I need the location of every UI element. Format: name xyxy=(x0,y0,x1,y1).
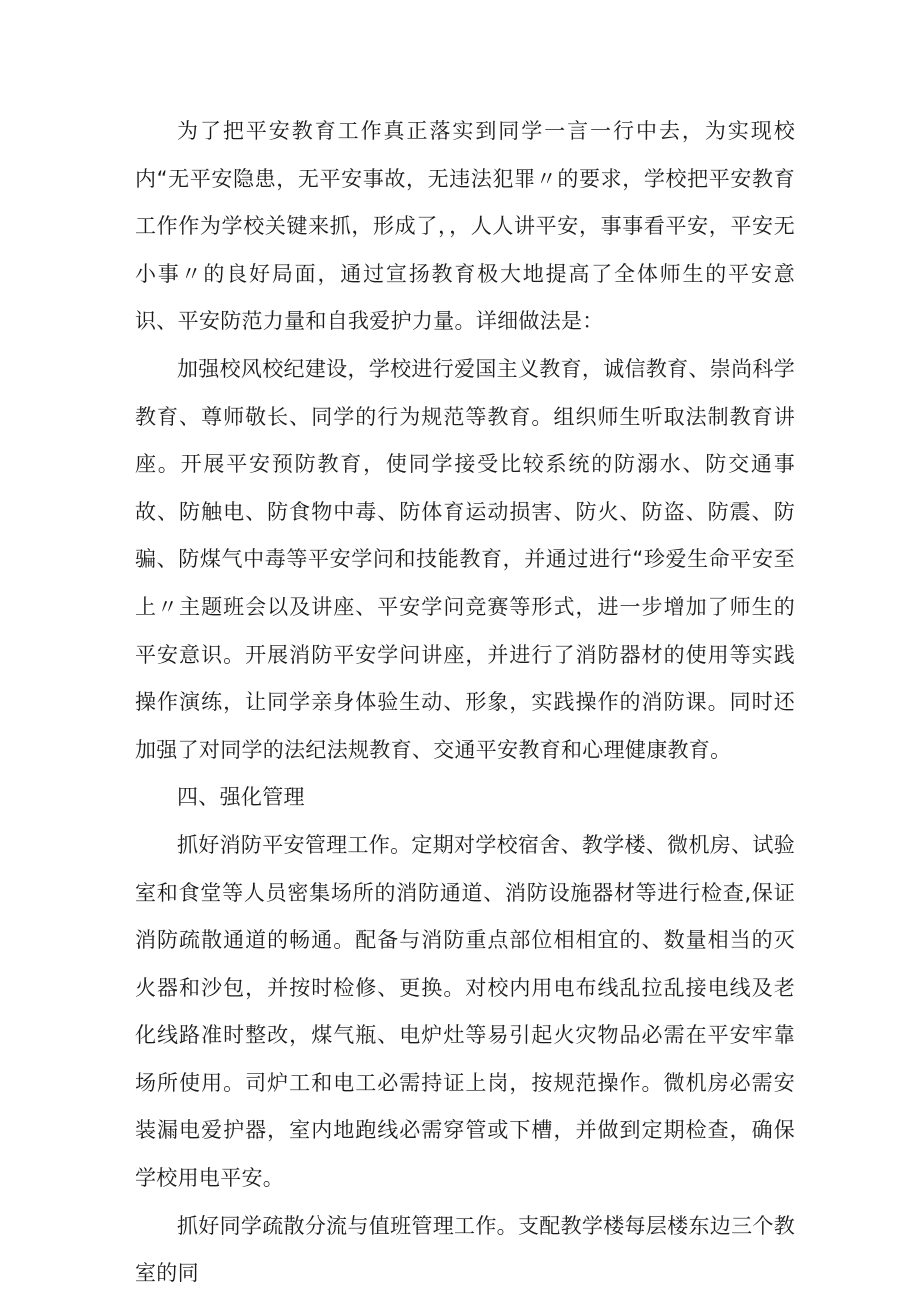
paragraph-discipline-education: 加强校风校纪建设，学校进行爱国主义教育，诚信教育、崇尚科学教育、尊师敬长、同学的行为规范等教育。组织师生听取法制教育讲座。开展平安预防教育，使同学接受比较系统的防溺水、防交通事故、防触电、防食物中毒、防体育运动损害、防火、防盗、防震、防骗、防煤气中毒等平安学问和技能教育，并通过进行“珍爱生命平安至上〃主题班会以及讲座、平安学问竞赛等形式，进一步增加了师生的平安意识。开展消防平安学问讲座，并进行了消防器材的使用等实践操作演练，让同学亲身体验生动、形象，实践操作的消防课。同时还加强了对同学的法纪法规教育、交通平安教育和心理健康教育。 xyxy=(135,356,795,762)
document-body xyxy=(135,108,795,1298)
paragraph-fire-safety: 抓好消防平安管理工作。定期对学校宿舍、教学楼、微机房、试验室和食堂等人员密集场所的消防通道、消防设施器材等进行检查,保证消防疏散通道的畅通。配备与消防重点部位相相宜的、数量相当的灭火器和沙包，并按时检修、更换。对校内用电布线乱拉乱接电线及老化线路准时整改，煤气瓶、电炉灶等易引起火灾物品必需在平安牢靠场所使用。司炉工和电工必需持证上岗，按规范操作。微机房必需安装漏电爱护器，室内地跑线必需穿管或下槽，并做到定期检查，确保学校用电平安。 xyxy=(135,832,795,1191)
paragraph-evacuation-duty: 抓好同学疏散分流与值班管理工作。支配教学楼每层楼东边三个教室的同 xyxy=(135,1213,795,1286)
paragraph-intro: 为了把平安教育工作真正落实到同学一言一行中去，为实现校内“无平安隐患，无平安事故，无违法犯罪〃的要求，学校把平安教育工作作为学校关键来抓，形成了，，人人讲平安，事事看平安，平安无小事〃的良好局面，通过宣扬教育极大地提高了全体师生的平安意识、平安防范力量和自我爱护力量。详细做法是： xyxy=(135,119,795,334)
section-heading-strengthen-management: 四、强化管理 xyxy=(177,785,305,810)
